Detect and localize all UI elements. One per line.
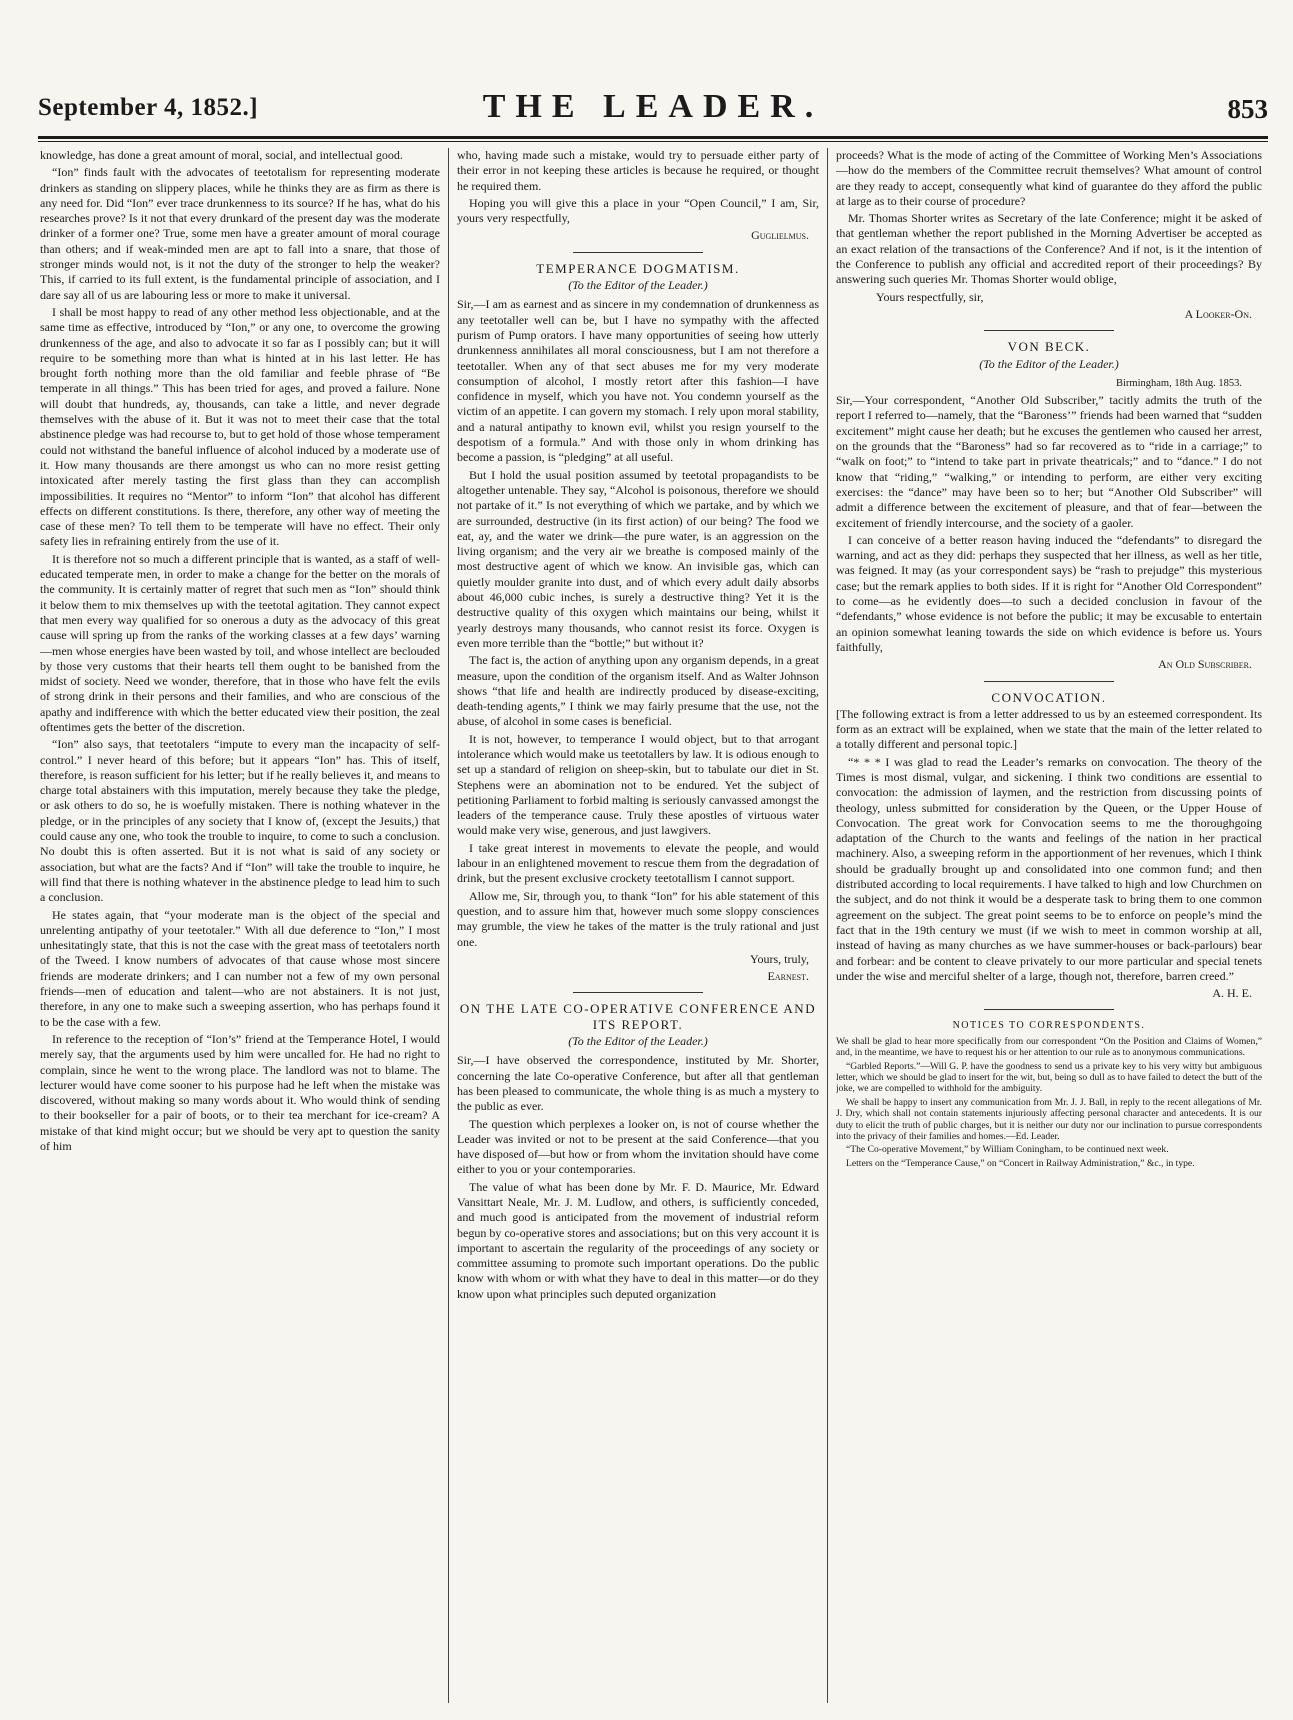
section-rule: [573, 252, 703, 253]
notice: “The Co-operative Movement,” by William Coningham, to be continued next week.: [846, 1144, 1169, 1156]
paragraph: who, having made such a mistake, would try to persuade either party of their error in not keeping these articles is because he required, or thought he required them.: [457, 148, 819, 193]
paragraph: Sir,—I have observed the correspondence, instituted by Mr. Shorter, concerning the late Co-operative Conference, but after all that gentleman has been pleased to communicate, the whole thing is as much a mystery to the public as ever.: [457, 1053, 819, 1114]
notice: Letters on the “Temperance Cause,” on “Concert in Railway Administration,” &c., in type.: [846, 1157, 1195, 1169]
paragraph: I can conceive of a better reason having induced the “defendants” to disregard the warning, and act as they did: perhaps they suspected that her illness, as well as her title, was feigned. It may (as your correspondent says) be “rash to prejudge” this mysterious case; but the remark applies to both sides. If it is right for “Another Old Correspondent” to come—as he evidently does—to such a decided conclusion in favour of the “defendants,” whose evidence is not before the public; it may be excusable to entertain an opinion somewhat leaning towards the side on which evidence is before us. Yours faithfully,: [836, 532, 1262, 654]
section-rule: [573, 992, 703, 993]
column-2: [457, 148, 819, 1703]
dateline: Birmingham, 18th Aug. 1853.: [1116, 377, 1242, 389]
masthead: [38, 88, 1268, 132]
notices-section: [836, 1036, 1262, 1169]
article-subheading: (To the Editor of the Leader.): [979, 356, 1119, 371]
article-heading: VON BECK.: [1007, 339, 1091, 355]
newspaper-title: THE LEADER.: [482, 88, 824, 125]
column-1: [40, 148, 440, 1703]
paragraph: The question which perplexes a looker on, is not of course whether the Leader was invited or not to be present at the said Conference—that you have disposed of—but how or from whom the invitation should have come either to you or your contemporaries.: [457, 1116, 819, 1177]
section-rule: [984, 1009, 1114, 1010]
article-heading: TEMPERANCE DOGMATISM.: [536, 260, 740, 276]
section-rule: [984, 330, 1114, 331]
masthead-rule-thin: [38, 141, 1268, 142]
issue-date: September 4, 1852.]: [38, 94, 259, 121]
paragraph: The fact is, the action of anything upon any organism depends, in a great measure, upon the condition of the organism itself. And as Walter Johnson shows “that life and health are indirectly produced by disease-exciting, death-tending agents,” I think we may fairly presume that the use, not the abuse, of alcohol in some cases is beneficial.: [457, 653, 819, 729]
notice: We shall be happy to insert any communication from Mr. J. J. Ball, in reply to the recent allegations of Mr. J. Dry, which shall not contain statements injuriously affecting personal character and antecedents. It is our duty to elicit the truth of public charges, but it is neither our duty nor our inclination to pursue correspondents into the privacy of their families and homes.—Ed. Leader.: [836, 1096, 1262, 1142]
masthead-rule: [38, 136, 1268, 139]
paragraph: “Ion” also says, that teetotalers “impute to every man the incapacity of self-control.” I never heard of this before; but it appears “Ion” has. This of itself, therefore, is reason sufficient for his letter; but if he really believes it, and means to charge total abstainers with this imputation, merely because they take the pledge, or ask others to do so, he is woefully mistaken. There is nothing whatever in the pledge, or in the principles of any society that I know of, (except the Jesuits,) that could cause any one, who took the trouble to inquire, to come to such a conclusion. No doubt this is often asserted. But it is not what is said of any society or association, but what are the facts? And if “Ion” will take the trouble to inquire, he will find that there is nothing whatever in the abstinence pledge to lead him to such a conclusion.: [40, 737, 440, 905]
article-heading: CONVOCATION.: [991, 689, 1107, 705]
paragraph: knowledge, has done a great amount of moral, social, and intellectual good.: [40, 148, 403, 162]
notice: We shall be glad to hear more specifically from our correspondent “On the Position and Claims of Women,” and, in the meantime, we have to request his or her attention to our rule as to anonymous communications.: [836, 1035, 1262, 1059]
column-divider: [448, 148, 449, 1703]
column-3: [836, 148, 1262, 1703]
article-subheading: (To the Editor of the Leader.): [568, 278, 708, 293]
paragraph: Sir,—Your correspondent, “Another Old Subscriber,” tacitly admits the truth of the report I referred to—namely, that the “Baroness’” friends had been warned that “sudden excitement” might cause her death; but he excuses the gentlemen who caused her arrest, on the grounds that the “Baroness” had so far recovered as to “ride in a carriage;” to “walk on foot;” to “intend to take part in private theatricals;” and to “dance.” I do not know that “riding,” “walking,” or intending to perform, are either very exciting exercises: the “dance” may have been so to her; but “Another Old Subscriber” will admit a difference between the excitement of pleasure, and that of fear—between the excitement of friendly intercourse, and the society of a gaoler.: [836, 393, 1262, 530]
article-subheading: (To the Editor of the Leader.): [568, 1034, 708, 1049]
paragraph: I take great interest in movements to elevate the people, and would labour in an enlightened movement to rescue them from the degradation of drink, but the present exclusive crockety teetotallism I cannot support.: [457, 840, 819, 886]
paragraph: Mr. Thomas Shorter writes as Secretary of the late Conference; might it be asked of that gentleman whether the report published in the Morning Advertiser be accepted as an exact relation of the transactions of the Conference? And if not, is it the intention of the Conference to publish any official and accredited report of their proceedings? By answering such queries Mr. Thomas Shorter would oblige,: [836, 211, 1262, 287]
paragraph: It is therefore not so much a different principle that is wanted, as a staff of well-educated temperate men, in order to make a change for the better on the morals of the community. It is certainly matter of regret that such men as “Ion” should think it below them to mix themselves up with the teetotal agitation. They cannot expect that men every way qualified for so onerous a duty as the advocacy of this great cause will spring up from the ranks of the working classes at a few days’ warning—men whose energies have been wasted by toil, and whose intellect are beclouded by those very customs that their hearts tell them ought to be banished from the midst of society. Need we wonder, therefore, that in those who have felt the evils of strong drink in their persons and their families, and who are conscious of the apathy and indifference with which the better educated view their position, the zeal oftentimes gets the better of the discretion.: [40, 551, 440, 734]
paragraph: In reference to the reception of “Ion’s” friend at the Temperance Hotel, I would merely say, that the arguments used by him were uncalled for. He had no right to complain, since he went to the wrong place. The landlord was not to blame. The lecturer would have come sooner to his purpose had he left when the mistake was discovered, without making so many words about it. Who would think of sending to their bookseller for a pair of boots, or to their tea merchant for ice-cream? A mistake of that kind might occur; but we should be very apt to question the sanity of him: [40, 1031, 440, 1153]
notice: “Garbled Reports.”—Will G. P. have the goodness to send us a private key to his very witty but ambiguous letter, which we should be glad to insert for the wit, but, being so dull as to have failed to detect the butt of the joke, we are compelled to withhold for the ambiguity.: [836, 1060, 1262, 1095]
paragraph: Sir,—I am as earnest and as sincere in my condemnation of drunkenness as any teetotaller well can be, but I have no sympathy with the affected purism of Pump orators. I have many opportunities of seeing how utterly drunkenness annihilates all moral consciousness, but I am not therefore a teetotaller. When any of that sect abuses me for my very moderate consumption of alcohol, I mostly retort after this fashion—I have confidence in myself, which you have not. You condemn yourself as the victim of an appetite. I can govern my stomach. I rely upon moral stability, and a natural antipathy to known evil, whilst you resign yourself to the despotism of a formula.” And with those only in whom drinking has become a passion, is “pledging” at all useful.: [457, 297, 819, 465]
paragraph: Allow me, Sir, through you, to thank “Ion” for his able statement of this question, and to assure him that, however much some sloppy consciences may grumble, the view he takes of the matter is the truly rational and just one.: [457, 888, 819, 949]
notices-heading: NOTICES TO CORRESPONDENTS.: [952, 1020, 1146, 1032]
signoff: Yours, truly,: [749, 951, 809, 966]
article-heading: ON THE LATE CO-OPERATIVE CONFERENCE AND ITS REPORT.: [459, 1001, 817, 1032]
signature: Guglielmus.: [751, 228, 809, 243]
signature: An Old Subscriber.: [1158, 657, 1252, 672]
paragraph: But I hold the usual position assumed by teetotal propagandists to be altogether untenable. They say, “Alcohol is poisonous, therefore we should not partake of it.” Is not everything of which we partake, and by which we are surrounded, destructive (in its first action) of our being? The food we eat, ay, and the water we drink—the pure water, is an aggression on the living organism; and the very air we breathe is composed mainly of the most destructive agent of which we know. An invisible gas, which can quietly moulder granite into dust, and of which every adult daily absorbs about 46,000 cubic inches, is surely a destructive thing? Yet it is the destructive quality of this oxygen which maintains our being, whilst it yearly destroys many thousands, who cannot resist its force. Oxygen is even more terrible than the “bottle;” but without it?: [457, 467, 819, 650]
paragraph: It is not, however, to temperance I would object, but to that arrogant intolerance which would make us teetotallers by law. It is odious enough to set up a standard of religion on sheep-skin, but to tabulate our diet in St. Stephens were an abomination not to be endured. Yet the subject of petitioning Parliament to forbid malting is seriously canvassed amongst the leaders of the temperance cause. Truly these apostles of virtuous water would make very wise, generous, and just lawgivers.: [457, 731, 819, 838]
paragraph: “Ion” finds fault with the advocates of teetotalism for representing moderate drinkers as standing on slippery places, while he thinks they are as firm as there is any need for. Did “Ion” ever trace drunkenness to its source? If he has, what do his researches prove? Is it not that every drunkard of the present day was the moderate drinker of a former one? True, some men have a greater amount of moral courage than others; and if weak-minded men are apt to fall into a snare, that those of stronger minds would not, is it not the duty of the stronger to help the weaker? This, if carried to its full extent, is the fundamental principle of association, and I dare say all of us are labouring less or more to make it universal.: [40, 165, 440, 302]
page-number: 853: [1227, 94, 1268, 124]
paragraph: “* * * I was glad to read the Leader’s remarks on convocation. The theory of the Times is most dismal, vulgar, and sickening. I think two conditions are essential to convocation: the admission of laymen, and the restriction from discussing points of theology, unless submitted for consideration by the Queen, or the Upper House of Convocation. The great work for Convocation seems to me the thoroughgoing adaptation of the Church to the wants and feelings of the nation in her practical machinery. Also, a sweeping reform in the apportionment of her revenues, which I think should be gradually brought up and consolidated into one common fund; and then distributed according to local requirements. I have talked to high and low Churchmen on the subject, and do not think it would be a desperate task to bring them to one common agreement on the subject. The great point seems to be to enforce on people’s mind the fact that in the 19th century we must (if we wish to meet in common worship at all, instead of having as many churches as we have summer-houses or back-parlours) bear and forbear: and be content to cleave privately to our more particular and special tenets under the wise and merciful shelter of a large, though not, therefore, barren creed.”: [836, 754, 1262, 983]
paragraph: Hoping you will give this a place in your “Open Council,” I am, Sir, yours very respectfully,: [457, 195, 819, 226]
signoff: Yours respectfully, sir,: [876, 289, 984, 304]
signature: A Looker-On.: [1184, 306, 1252, 321]
section-rule: [984, 681, 1114, 682]
editorial-note: [The following extract is from a letter addressed to us by an esteemed correspondent. Its form as an extract will be explained, when we state that the main of the letter related to a totally different and personal topic.]: [836, 706, 1262, 752]
column-divider: [827, 148, 828, 1703]
paragraph: proceeds? What is the mode of acting of the Committee of Working Men’s Associations—how do the members of the Committee recruit themselves? What amount of control are they ready to accept, consequently what kind of guarantee do they afford the public at large as to their course of procedure?: [836, 148, 1262, 208]
paragraph: He states again, that “your moderate man is the object of the special and unrelenting antipathy of your teetotaler.” With all due deference to “Ion,” I most unhesitatingly state, that this is not the case with the great mass of teetotalers north of the Tweed. I know numbers of advocates of that cause whose most sincere friends are moderate drinkers; and I can number not a few of my own personal friends—men of education and talent—who are not abstainers. It is not just, therefore, in any one to make such a sweeping assertion, who has perhaps found it to be the case with a few.: [40, 907, 440, 1029]
paragraph: I shall be most happy to read of any other method less objectionable, and at the same time as effective, introduced by “Ion,” or any one, to overcome the growing drunkenness of the age, and also to advocate it so far as I possibly can; but it will require to be something more than what is hinted at in his last letter. He has brought forth nothing more than the old familiar and feeble phrase of “Be temperate in all things.” This has been tried for ages, and proved a failure. None will doubt that hundreds, ay, thousands, can take a little, and never degrade themselves with the abuse of it. But it was not to meet their case that the total abstinence pledge was had recourse to, but to get hold of those whose temperament could not withstand the baneful influence of alcohol induced by a moderate use of it. How many thousands are there amongst us who can no more resist getting intoxicated after merely tasting the first glass than they can accomplish impossibilities. It requires no “Mentor” to inform “Ion” that alcohol has different effects on different constitutions. Is there, therefore, any other way of meeting the case of these men? To tell them to be temperate will have no effect. Their only safety lies in refraining entirely from the use of it.: [40, 304, 440, 549]
paragraph: The value of what has been done by Mr. F. D. Maurice, Mr. Edward Vansittart Neale, Mr. J. M. Ludlow, and others, is sufficiently conceded, and much good is anticipated from the movement of industrial reform begun by co-operative stores and associations; but on this very account it is important to ascertain the regularity of the proceedings of any society or committee assuming to promote such important operations. Do the public know with whom or with what they have to deal in this matter—or do they know upon what principles such deputed organization: [457, 1179, 819, 1301]
signature: A. H. E.: [1212, 986, 1252, 1001]
signature: Earnest.: [767, 969, 809, 984]
